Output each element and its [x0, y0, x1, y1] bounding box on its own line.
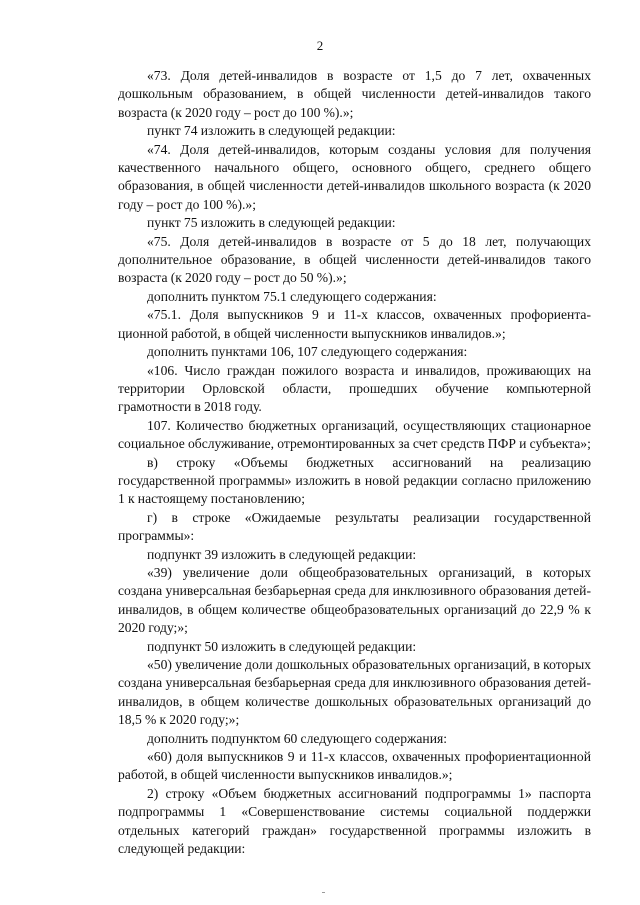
- paragraph-instruction-74: пункт 74 изложить в следующей редакции:: [147, 123, 396, 139]
- paragraph-instruction-50: подпункт 50 изложить в следующей редакции:: [147, 638, 417, 654]
- paragraph-instruction-60: дополнить подпунктом 60 следующего содержания:: [147, 730, 448, 746]
- paragraph-item-107: 107. Количество бюджетных организаций, осуществляющих стационарное социальное обслуживание, отремонтированных за счет средств ПФР и субъекта»;: [118, 417, 591, 452]
- scan-speck: [322, 892, 325, 893]
- paragraph-subitem-60: «60) доля выпускников 9 и 11-х классов, охваченных профориентационной работой, в общей численности выпускников инвалидов.»;: [118, 749, 591, 783]
- page-number: 2: [316, 38, 324, 53]
- paragraph-instruction-75: пункт 75 изложить в следующей редакции:: [147, 215, 396, 231]
- paragraph-instruction-75-1: дополнить пунктом 75.1 следующего содержания:: [147, 288, 437, 304]
- paragraph-item-73: «73. Доля детей-инвалидов в возрасте от 1,5 до 7 лет, охваченных дошкольным образованием, в общей численности детей-инвалидов такого возраста (к 2020 году – рост до 100 %).»;: [118, 68, 591, 120]
- paragraph-item-106: «106. Число граждан пожилого возраста и инвалидов, проживающих на территории Орловской области, прошедших обучение компьютерной грамотности в 2018 году.: [118, 362, 591, 415]
- paragraph-clause-2: 2) строку «Объем бюджетных ассигнований подпрограммы 1» паспорта подпрограммы 1 «Совершенствование системы социальной поддержки отдельных категорий граждан» государственной программы изложить в следующей редакции:: [118, 785, 591, 857]
- paragraph-item-74: «74. Доля детей-инвалидов, которым созданы условия для получения качественного начального общего, основного общего, среднего общего образования, в общей численности детей-инвалидов школьного возраста (к 2020 году – рост до 100 %).»;: [118, 141, 591, 212]
- paragraph-instruction-106-107: дополнить пунктами 106, 107 следующего содержания:: [147, 344, 468, 360]
- paragraph-subitem-39: «39) увеличение доли общеобразовательных организаций, в которых создана универсальная безбарьерная среда для инклюзивного образования детей-инвалидов, в общем количестве общеобразовательных организаций до 22,9 % к 2020 году;»;: [118, 564, 591, 636]
- document-body: [118, 67, 591, 858]
- paragraph-subitem-50: «50) увеличение доли дошкольных образовательных организаций, в которых создана универсальная безбарьерная среда для инклюзивного образования детей-инвалидов, в общем количестве дошкольных образовательных организаций до 18,5 % к 2020 году;»;: [118, 657, 591, 728]
- paragraph-clause-v: в) строку «Объемы бюджетных ассигнований на реализацию государственной программы» изложить в новой редакции согласно приложению 1 к настоящему постановлению;: [118, 454, 591, 507]
- paragraph-item-75: «75. Доля детей-инвалидов в возрасте от 5 до 18 лет, получающих дополнительное образование, в общей численности детей-инвалидов такого возраста (к 2020 году – рост до 50 %).»;: [118, 233, 591, 286]
- paragraph-clause-g: г) в строке «Ожидаемые результаты реализации государственной программы»:: [118, 509, 591, 544]
- paragraph-instruction-39: подпункт 39 изложить в следующей редакции:: [147, 546, 417, 562]
- paragraph-item-75-1: «75.1. Доля выпускников 9 и 11-х классов, охваченных профориентационной работой, в общей численности выпускников инвалидов.»;: [118, 307, 591, 341]
